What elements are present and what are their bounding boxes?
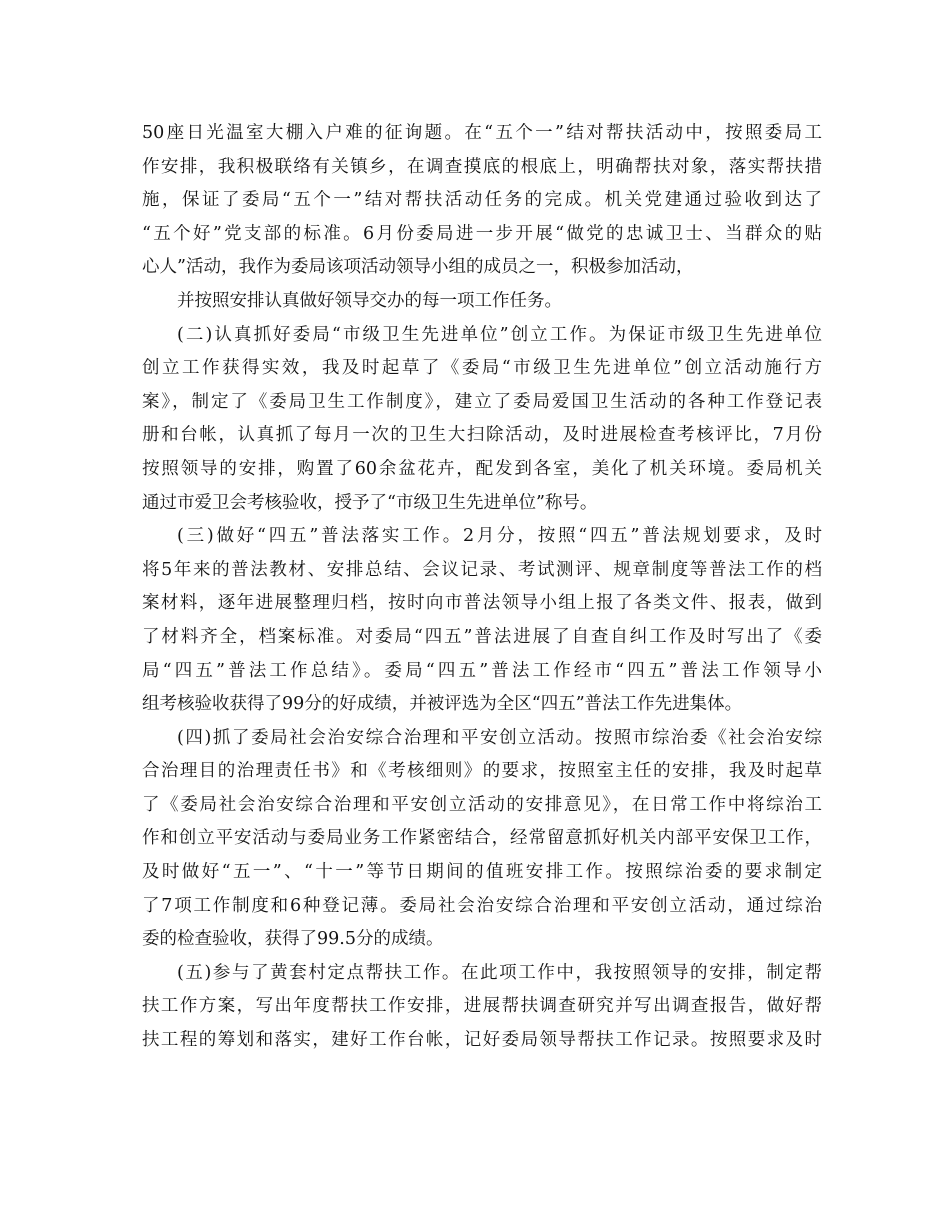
text-line: (四)抓了委局社会治安综合治理和平安创立活动。按照市综治委《社会治安综: [177, 727, 822, 748]
text-line: (二)认真抓好委局“市级卫生先进单位”创立工作。为保证市级卫生先进单位: [177, 324, 822, 345]
text-line: 作安排，我积极联络有关镇乡，在调查摸底的根底上，明确帮扶对象，落实帮扶措: [142, 156, 822, 177]
text-line: 将5年来的普法教材、安排总结、会议记录、考试测评、规章制度等普法工作的档: [142, 559, 822, 580]
document-body: [142, 117, 822, 1058]
paragraph-3: [142, 319, 822, 521]
text-line: 扶工作方案，写出年度帮扶工作安排，进展帮扶调查研究并写出调查报告，做好帮: [142, 996, 822, 1017]
text-line: 及时做好“五一”、“十一”等节日期间的值班安排工作。按照综治委的要求制定: [142, 862, 822, 883]
paragraph-1: [142, 117, 822, 285]
text-line: 委的检查验收，获得了99.5分的成绩。: [142, 929, 444, 950]
paragraph-4: [142, 520, 822, 722]
text-line: 50座日光温室大棚入户难的征询题。在“五个一”结对帮扶活动中，按照委局工: [142, 123, 822, 143]
text-line: 组考核验收获得了99分的好成绩，并被评选为全区“四五”普法工作先进集体。: [142, 694, 743, 715]
text-line: 创立工作获得实效，我及时起草了《委局“市级卫生先进单位”创立活动施行方: [142, 358, 822, 379]
text-line: 了《委局社会治安综合治理和平安创立活动的安排意见》，在日常工作中将综治工: [142, 794, 822, 815]
text-line: 了材料齐全，档案标准。对委局“四五”普法进展了自查自纠工作及时写出了《委: [142, 626, 822, 647]
text-line: 扶工程的筹划和落实，建好工作台帐，记好委局领导帮扶工作记录。按照要求及时: [142, 1030, 822, 1051]
paragraph-6: [142, 957, 822, 1058]
text-line: “五个好”党支部的标准。6月份委局进一步开展“做党的忠诚卫士、当群众的贴: [142, 223, 822, 244]
text-line: 心人”活动，我作为委局该项活动领导小组的成员之一，积极参加活动，: [142, 257, 694, 278]
text-line: 了7项工作制度和6种登记薄。委局社会治安综合治理和平安创立活动，通过综治: [142, 895, 822, 916]
text-line: 作和创立平安活动与委局业务工作紧密结合，经常留意抓好机关内部平安保卫工作，: [142, 828, 822, 849]
text-line: (五)参与了黄套村定点帮扶工作。在此项工作中，我按照领导的安排，制定帮: [177, 962, 822, 983]
text-line: 局“四五”普法工作总结》。委局“四五”普法工作经市“四五”普法工作领导小: [142, 660, 822, 681]
text-line: 案》，制定了《委局卫生工作制度》，建立了委局爱国卫生活动的各种工作登记表: [142, 391, 822, 412]
text-line: 合治理目的治理责任书》和《考核细则》的要求，按照室主任的安排，我及时起草: [142, 761, 822, 782]
paragraph-2: [142, 285, 822, 319]
paragraph-5: [142, 722, 822, 957]
text-line: 案材料，逐年进展整理归档，按时向市普法领导小组上报了各类文件、报表，做到: [142, 593, 822, 614]
text-line: 施，保证了委局“五个一”结对帮扶活动任务的完成。机关党建通过验收到达了: [142, 190, 822, 211]
text-line: 并按照安排认真做好领导交办的每一项工作任务。: [177, 290, 562, 311]
text-line: 通过市爱卫会考核验收，授予了“市级卫生先进单位”称号。: [142, 492, 598, 513]
text-line: 册和台帐，认真抓了每月一次的卫生大扫除活动，及时进展检查考核评比，7月份: [142, 425, 822, 446]
text-line: 按照领导的安排，购置了60余盆花卉，配发到各室，美化了机关环境。委局机关: [142, 458, 822, 479]
text-line: (三)做好“四五”普法落实工作。2月分，按照“四五”普法规划要求，及时: [177, 526, 822, 547]
